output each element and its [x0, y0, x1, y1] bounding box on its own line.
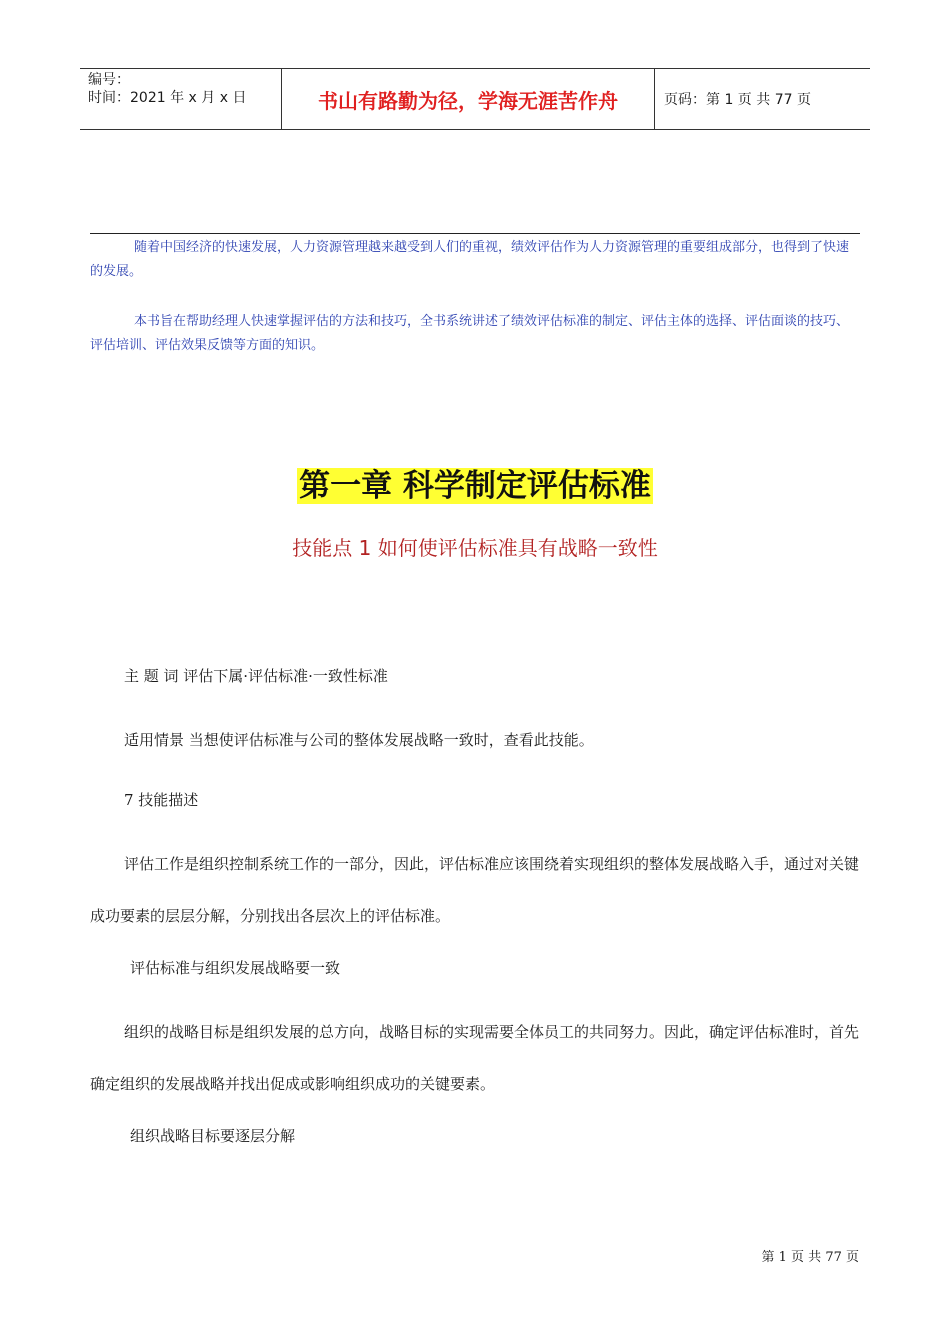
- paragraph-2: 组织的战略目标是组织发展的总方向，战略目标的实现需要全体员工的共同努力。因此，确定评估标准时，首先确定组织的发展战略并找出促成或影响组织成功的关键要素。: [90, 1023, 860, 1093]
- skill-description-heading: 7 技能描述: [124, 791, 199, 809]
- situation: 适用情景 当想使评估标准与公司的整体发展战略一致时，查看此技能。: [124, 731, 594, 749]
- divider: [90, 233, 860, 234]
- header-meta: [80, 69, 281, 129]
- keywords: 主 题 词 评估下属·评估标准·一致性标准: [124, 667, 388, 685]
- skill-title: 技能点 1 如何使评估标准具有战略一致性: [292, 536, 658, 560]
- header-page-info: 页码：第 1 页 共 77 页: [664, 92, 811, 108]
- chapter-title: [0, 460, 950, 505]
- chapter-title-text: 第一章 科学制定评估标准: [299, 468, 651, 504]
- intro-paragraph-2: 本书旨在帮助经理人快速掌握评估的方法和技巧，全书系统讲述了绩效评估标准的制定、评估主体的选择、评估面谈的技巧、评估培训、评估效果反馈等方面的知识。: [90, 314, 850, 353]
- subheading-2: 组织战略目标要逐层分解: [130, 1127, 296, 1145]
- page-footer: 第 1 页 共 77 页: [761, 1250, 859, 1265]
- header-motto: 书山有路勤为径，学海无涯苦作舟: [281, 69, 655, 129]
- document-header: [80, 68, 870, 130]
- intro-paragraph-1: 随着中国经济的快速发展，人力资源管理越来越受到人们的重视，绩效评估作为人力资源管理的重要组成部分，也得到了快速的发展。: [90, 240, 850, 279]
- subheading-1: 评估标准与组织发展战略要一致: [130, 959, 341, 977]
- paragraph-1: 评估工作是组织控制系统工作的一部分，因此，评估标准应该围绕着实现组织的整体发展战略入手，通过对关键成功要素的层层分解，分别找出各层次上的评估标准。: [90, 855, 860, 925]
- number-label: 编号：: [88, 72, 130, 88]
- date-label: 时间：2021 年 x 月 x 日: [88, 90, 247, 106]
